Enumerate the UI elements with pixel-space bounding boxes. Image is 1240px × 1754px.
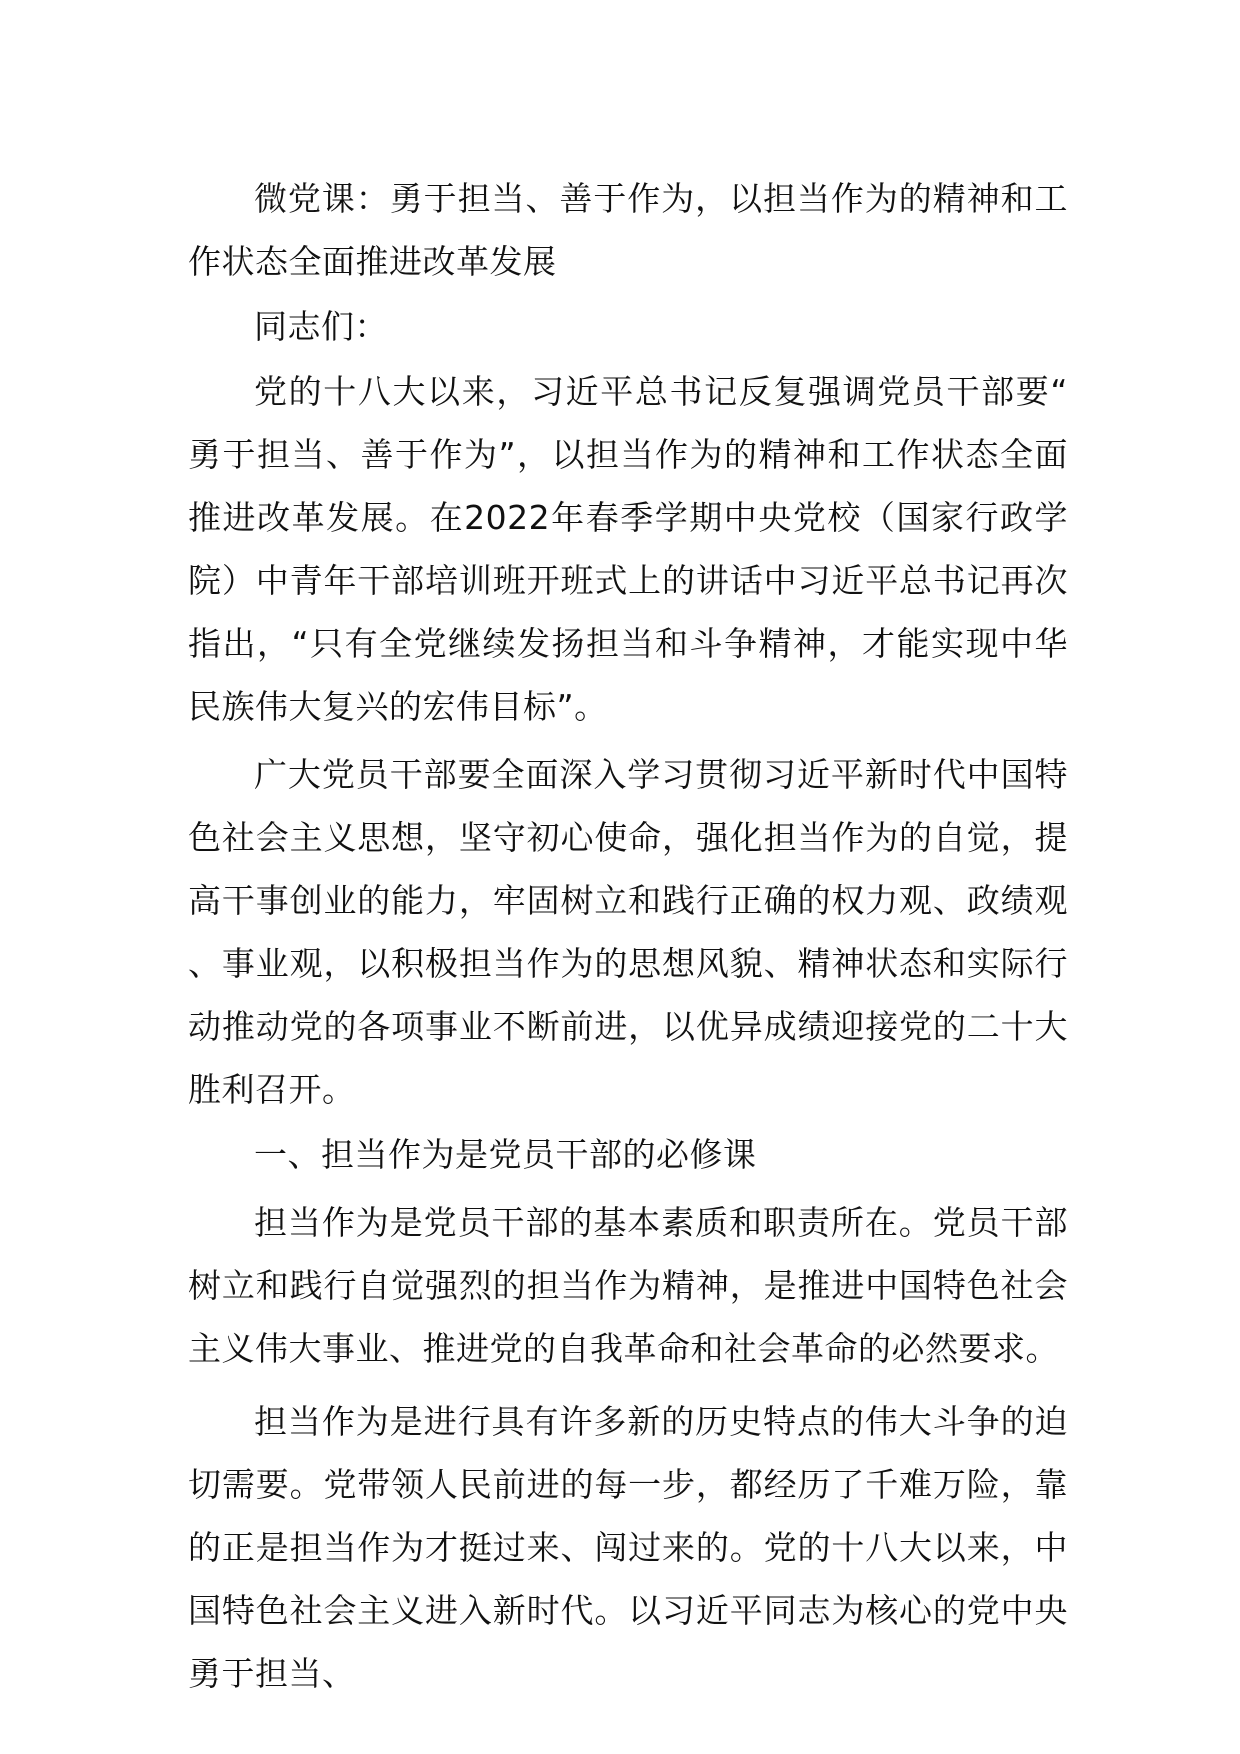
- paragraph-requirements: 广大党员干部要全面深入学习贯彻习近平新时代中国特色社会主义思想，坚守初心使命，强化担当作为的自觉，提高干事创业的能力，牢固树立和践行正确的权力观、政绩观、事业观，以积极担当作为的思想风貌、精神状态和实际行动推动党的各项事业不断前进，以优异成绩迎接党的二十大胜利召开。: [188, 755, 1068, 1109]
- paragraph-basic-quality: 担当作为是党员干部的基本素质和职责所在。党员干部树立和践行自觉强烈的担当作为精神，是推进中国特色社会主义伟大事业、推进党的自我革命和社会革命的必然要求。: [188, 1203, 1068, 1368]
- document-body: [188, 167, 1068, 1705]
- salutation: 同志们：: [254, 307, 388, 346]
- document-title: 微党课：勇于担当、善于作为，以担当作为的精神和工作状态全面推进改革发展: [188, 179, 1068, 281]
- paragraph-intro: 党的十八大以来，习近平总书记反复强调党员干部要“勇于担当、善于作为”，以担当作为的精神和工作状态全面推进改革发展。在2022年春季学期中央党校（国家行政学院）中青年干部培训班开班式上的讲话中习近平总书记再次指出，“只有全党继续发扬担当和斗争精神，才能实现中华民族伟大复兴的宏伟目标”。: [188, 372, 1068, 726]
- paragraph-great-struggle: 担当作为是进行具有许多新的历史特点的伟大斗争的迫切需要。党带领人民前进的每一步，都经历了千难万险，靠的正是担当作为才挺过来、闯过来的。党的十八大以来，中国特色社会主义进入新时代。以习近平同志为核心的党中央勇于担当、: [188, 1402, 1068, 1693]
- section-heading-1: 一、担当作为是党员干部的必修课: [254, 1135, 757, 1174]
